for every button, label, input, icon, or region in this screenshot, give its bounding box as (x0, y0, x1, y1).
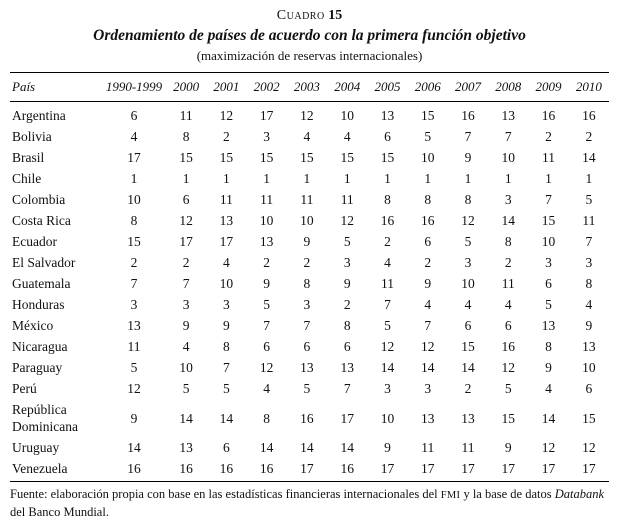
rank-cell: 4 (182, 339, 190, 354)
year-column-header: 2002 (247, 73, 287, 102)
table-row (10, 294, 609, 315)
rank-cell: 12 (501, 360, 515, 375)
rank-cell: 7 (130, 276, 138, 291)
country-cell: Uruguay (12, 440, 60, 455)
rank-cell: 14 (179, 410, 193, 426)
rank-cell: 3 (182, 297, 190, 312)
rank-cell: 16 (300, 410, 314, 426)
rank-cell: 1 (263, 171, 271, 186)
country-cell: El Salvador (12, 255, 76, 270)
rank-cell: 12 (582, 440, 596, 455)
rank-cell: 15 (501, 410, 515, 426)
year-column-header: 2010 (569, 73, 609, 102)
rank-cell: 5 (343, 234, 351, 249)
rank-cell: 1 (343, 171, 351, 186)
year-column-header: 2001 (206, 73, 246, 102)
rank-cell: 12 (179, 213, 193, 228)
rank-cell: 16 (501, 339, 515, 354)
rank-cell: 11 (542, 150, 556, 165)
source-note (10, 486, 609, 520)
rank-cell: 9 (424, 276, 432, 291)
source-note-text: Fuente: elaboración propia con base en las estadísticas financieras internacionales del (10, 487, 441, 501)
databank-italic: Databank (554, 487, 605, 501)
rank-cell: 7 (504, 129, 512, 144)
rank-cell: 14 (501, 213, 515, 228)
rank-cell: 6 (343, 339, 351, 354)
rank-cell: 7 (343, 381, 351, 396)
rank-cell: 8 (130, 213, 138, 228)
rank-cell: 4 (464, 297, 472, 312)
rank-cell: 6 (424, 234, 432, 249)
rank-cell: 1 (223, 171, 230, 186)
rank-cell: 2 (182, 255, 190, 270)
rank-cell: 14 (127, 440, 141, 455)
rank-cell: 8 (464, 192, 472, 207)
country-cell: México (12, 318, 54, 333)
rank-cell: 8 (223, 339, 230, 354)
table-row (10, 378, 609, 399)
table-row (10, 189, 609, 210)
table-row (10, 399, 609, 437)
rank-cell: 11 (380, 276, 394, 291)
rank-cell: 2 (343, 297, 351, 312)
rank-cell: 8 (263, 410, 271, 426)
rank-cell: 4 (343, 129, 351, 144)
rank-cell: 9 (384, 440, 391, 455)
rank-cell: 4 (585, 297, 593, 312)
table-row (10, 168, 609, 189)
rank-cell: 1 (384, 171, 391, 186)
rank-cell: 4 (223, 255, 230, 270)
rank-cell: 6 (504, 318, 512, 333)
rank-cell: 3 (303, 297, 311, 312)
rank-cell: 12 (300, 108, 314, 123)
source-note-text: del Banco Mundial. (10, 505, 109, 519)
rank-cell: 1 (464, 171, 472, 186)
rank-cell: 15 (179, 150, 193, 165)
rank-cell: 16 (127, 461, 141, 476)
country-ranking-table (10, 72, 609, 482)
rank-cell: 17 (259, 108, 274, 123)
table-row (10, 458, 609, 482)
rank-cell: 7 (182, 276, 190, 291)
country-cell: Guatemala (12, 276, 71, 291)
rank-cell: 10 (179, 360, 193, 375)
rank-cell: 13 (461, 410, 475, 426)
rank-cell: 17 (582, 461, 596, 476)
rank-cell: 15 (582, 410, 596, 426)
country-cell: Bolivia (12, 129, 52, 144)
rank-cell: 15 (380, 150, 395, 165)
country-cell: Colombia (12, 192, 66, 207)
rank-cell: 16 (380, 213, 395, 228)
rank-cell: 9 (182, 318, 190, 333)
rank-cell: 6 (223, 440, 230, 455)
rank-cell: 11 (260, 192, 274, 207)
rank-cell: 16 (219, 461, 234, 476)
kicker-number: 15 (328, 8, 343, 23)
rank-cell: 11 (127, 339, 141, 354)
rank-cell: 13 (380, 108, 395, 123)
rank-cell: 2 (424, 255, 432, 270)
rank-cell: 2 (384, 234, 391, 249)
rank-cell: 6 (464, 318, 472, 333)
rank-cell: 14 (380, 360, 395, 375)
rank-cell: 10 (219, 276, 234, 291)
rank-cell: 5 (545, 297, 552, 312)
country-cell: Honduras (12, 297, 65, 312)
year-column-header: 2005 (367, 73, 407, 102)
table-row (10, 336, 609, 357)
rank-cell: 9 (545, 360, 552, 375)
rank-cell: 6 (585, 381, 593, 396)
rank-cell: 5 (384, 318, 391, 333)
rank-cell: 13 (420, 410, 435, 426)
rank-cell: 10 (501, 150, 515, 165)
rank-cell: 3 (504, 192, 512, 207)
rank-cell: 14 (259, 440, 274, 455)
source-note-text: y la base de datos (460, 487, 555, 501)
rank-cell: 13 (259, 234, 274, 249)
rank-cell: 15 (420, 108, 435, 123)
rank-cell: 8 (424, 192, 432, 207)
rank-cell: 8 (504, 234, 512, 249)
rank-cell: 12 (219, 108, 234, 123)
rank-cell: 4 (263, 381, 271, 396)
rank-cell: 17 (501, 461, 515, 476)
rank-cell: 9 (263, 276, 271, 291)
rank-cell: 14 (340, 440, 354, 455)
rank-cell: 12 (380, 339, 395, 354)
table-row (10, 357, 609, 378)
rank-cell: 3 (585, 255, 593, 270)
rank-cell: 12 (340, 213, 354, 228)
rank-cell: 4 (130, 129, 138, 144)
rank-cell: 11 (461, 440, 475, 455)
rank-cell: 7 (464, 129, 472, 144)
country-cell: Chile (12, 171, 42, 186)
rank-cell: 16 (179, 461, 193, 476)
table-row (10, 147, 609, 168)
year-column-header: 2003 (287, 73, 327, 102)
rank-cell: 16 (541, 108, 556, 123)
rank-cell: 10 (340, 108, 354, 123)
rank-cell: 5 (585, 192, 593, 207)
rank-cell: 15 (127, 234, 141, 249)
rank-cell: 15 (219, 150, 234, 165)
rank-cell: 15 (300, 150, 314, 165)
rank-cell: 10 (380, 410, 395, 426)
rank-cell: 8 (585, 276, 593, 291)
rank-cell: 16 (461, 108, 475, 123)
rank-cell: 10 (461, 276, 475, 291)
rank-cell: 16 (420, 213, 435, 228)
rank-cell: 1 (585, 171, 593, 186)
country-cell: Brasil (12, 150, 45, 165)
country-cell: Nicaragua (12, 339, 68, 354)
rank-cell: 14 (461, 360, 475, 375)
rank-cell: 3 (263, 129, 271, 144)
country-cell: Paraguay (12, 360, 63, 375)
country-cell: Venezuela (12, 461, 68, 476)
rank-cell: 11 (340, 192, 354, 207)
rank-cell: 9 (464, 150, 472, 165)
rank-cell: 6 (263, 339, 271, 354)
rank-cell: 8 (303, 276, 311, 291)
rank-cell: 15 (461, 339, 475, 354)
rank-cell: 5 (424, 129, 432, 144)
rank-cell: 9 (343, 276, 351, 291)
rank-cell: 5 (182, 381, 190, 396)
rank-cell: 5 (504, 381, 512, 396)
rank-cell: 8 (384, 192, 391, 207)
rank-cell: 7 (424, 318, 432, 333)
rank-cell: 17 (127, 150, 141, 165)
rank-cell: 14 (420, 360, 435, 375)
rank-cell: 12 (127, 381, 141, 396)
rank-cell: 3 (343, 255, 351, 270)
header-row (10, 73, 609, 102)
rank-cell: 7 (303, 318, 311, 333)
rank-cell: 2 (504, 255, 512, 270)
table-title: Ordenamiento de países de acuerdo con la primera función objetivo (93, 27, 526, 44)
rank-cell: 7 (585, 234, 593, 249)
rank-cell: 5 (130, 360, 138, 375)
rank-cell: 12 (541, 440, 556, 455)
rank-cell: 1 (424, 171, 432, 186)
rank-cell: 2 (223, 129, 230, 144)
rank-cell: 5 (263, 297, 271, 312)
year-column-header: 2000 (166, 73, 206, 102)
rank-cell: 10 (259, 213, 274, 228)
rank-cell: 13 (179, 440, 193, 455)
table-row (10, 315, 609, 336)
rank-cell: 13 (219, 213, 234, 228)
year-column-header: 1990-1999 (102, 73, 166, 102)
rank-cell: 10 (127, 192, 141, 207)
rank-cell: 3 (464, 255, 472, 270)
rank-cell: 4 (384, 255, 391, 270)
rank-cell: 4 (424, 297, 432, 312)
rank-cell: 11 (501, 276, 515, 291)
rank-cell: 1 (504, 171, 512, 186)
rank-cell: 11 (582, 213, 596, 228)
rank-cell: 7 (263, 318, 271, 333)
rank-cell: 7 (384, 297, 391, 312)
year-column-header: 2004 (327, 73, 367, 102)
rank-cell: 16 (259, 461, 274, 476)
country-cell: Argentina (12, 108, 66, 123)
rank-cell: 13 (127, 318, 141, 333)
year-column-header: 2008 (488, 73, 528, 102)
rank-cell: 6 (545, 276, 552, 291)
rank-cell: 6 (384, 129, 391, 144)
rank-cell: 5 (223, 381, 230, 396)
rank-cell: 1 (303, 171, 311, 186)
country-cell: Perú (12, 381, 37, 396)
rank-cell: 7 (545, 192, 552, 207)
rank-cell: 11 (421, 440, 435, 455)
rank-cell: 11 (300, 192, 314, 207)
rank-cell: 2 (303, 255, 311, 270)
rank-cell: 8 (182, 129, 190, 144)
rank-cell: 2 (263, 255, 271, 270)
rank-cell: 13 (340, 360, 354, 375)
rank-cell: 10 (582, 360, 596, 375)
rank-cell: 1 (545, 171, 552, 186)
table-row (10, 273, 609, 294)
rank-cell: 12 (461, 213, 475, 228)
rank-cell: 3 (223, 297, 230, 312)
rank-cell: 17 (461, 461, 475, 476)
table-kicker (10, 7, 609, 25)
table-row (10, 231, 609, 252)
rank-cell: 10 (300, 213, 314, 228)
rank-cell: 9 (504, 440, 512, 455)
table-row (10, 126, 609, 147)
rank-cell: 15 (541, 213, 556, 228)
rank-cell: 13 (501, 108, 515, 123)
kicker-word: Cuadro (276, 8, 325, 23)
rank-cell: 2 (464, 381, 472, 396)
rank-cell: 13 (300, 360, 314, 375)
rank-cell: 14 (541, 410, 556, 426)
rank-cell: 3 (545, 255, 552, 270)
rank-cell: 17 (340, 410, 354, 426)
rank-cell: 16 (582, 108, 596, 123)
rank-cell: 4 (545, 381, 552, 396)
rank-cell: 15 (340, 150, 354, 165)
rank-cell: 8 (545, 339, 552, 354)
table-row (10, 210, 609, 231)
rank-cell: 14 (582, 150, 596, 165)
table-row (10, 437, 609, 458)
rank-cell: 6 (130, 108, 138, 123)
year-column-header: 2009 (528, 73, 568, 102)
rank-cell: 2 (585, 129, 593, 144)
rank-cell: 1 (182, 171, 190, 186)
rank-cell: 1 (130, 171, 138, 186)
rank-cell: 17 (179, 234, 193, 249)
rank-cell: 7 (223, 360, 230, 375)
rank-cell: 13 (582, 339, 596, 354)
year-column-header: 2007 (448, 73, 488, 102)
rank-cell: 4 (504, 297, 512, 312)
rank-cell: 9 (303, 234, 311, 249)
rank-cell: 17 (420, 461, 435, 476)
rank-cell: 3 (384, 381, 391, 396)
rank-cell: 14 (300, 440, 314, 455)
rank-cell: 9 (585, 318, 593, 333)
country-cell: República Dominicana (12, 402, 78, 434)
country-cell: Costa Rica (12, 213, 71, 228)
rank-cell: 9 (130, 410, 138, 426)
rank-cell: 16 (340, 461, 354, 476)
rank-cell: 6 (303, 339, 311, 354)
country-cell: Ecuador (12, 234, 57, 249)
rank-cell: 14 (219, 410, 234, 426)
rank-cell: 17 (541, 461, 556, 476)
rank-cell: 15 (259, 150, 274, 165)
table-body (10, 102, 609, 482)
table-subtitle: (maximización de reservas internacionales) (196, 48, 423, 63)
rank-cell: 5 (303, 381, 311, 396)
fmi-smallcaps: FMI (440, 490, 461, 501)
rank-cell: 17 (219, 234, 234, 249)
rank-cell: 13 (541, 318, 556, 333)
rank-cell: 17 (380, 461, 395, 476)
rank-cell: 10 (541, 234, 556, 249)
rank-cell: 2 (545, 129, 552, 144)
rank-cell: 8 (343, 318, 351, 333)
rank-cell: 17 (300, 461, 314, 476)
rank-cell: 11 (179, 108, 193, 123)
table-row (10, 102, 609, 127)
rank-cell: 5 (464, 234, 472, 249)
rank-cell: 11 (219, 192, 233, 207)
country-column-header: País (10, 73, 102, 102)
rank-cell: 12 (420, 339, 435, 354)
table-row (10, 252, 609, 273)
rank-cell: 9 (223, 318, 230, 333)
rank-cell: 10 (420, 150, 435, 165)
rank-cell: 12 (259, 360, 274, 375)
rank-cell: 3 (424, 381, 432, 396)
rank-cell: 3 (130, 297, 138, 312)
rank-cell: 2 (130, 255, 138, 270)
rank-cell: 6 (182, 192, 190, 207)
year-column-header: 2006 (408, 73, 448, 102)
rank-cell: 4 (303, 129, 311, 144)
